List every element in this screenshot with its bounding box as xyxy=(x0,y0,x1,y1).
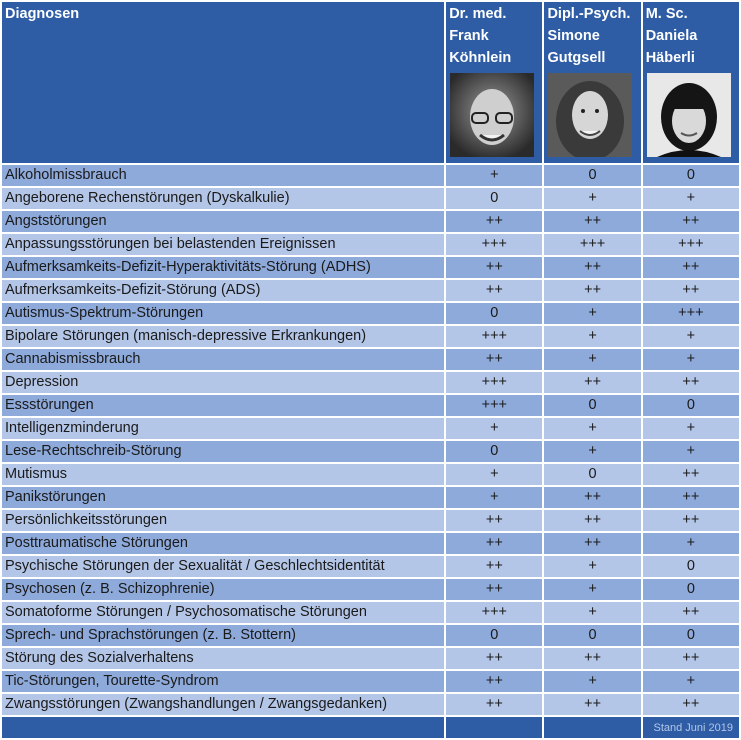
rating-cell: ++ xyxy=(544,694,640,715)
diagnosis-name: Psychosen (z. B. Schizophrenie) xyxy=(2,579,444,600)
table-row xyxy=(2,625,739,646)
table-row xyxy=(2,326,739,347)
doctor-title: Dipl.-Psych. xyxy=(547,6,631,22)
diagnosis-name: Angststörungen xyxy=(2,211,444,232)
footer-cell xyxy=(544,717,640,738)
header-row xyxy=(2,2,739,163)
doctor-lastname: Häberli xyxy=(645,50,695,66)
doctor-photo-koehnlein xyxy=(450,73,534,157)
rating-cell: 0 xyxy=(544,165,640,186)
header-doctor-gutgsell xyxy=(544,2,640,163)
diagnosis-name: Störung des Sozialverhaltens xyxy=(2,648,444,669)
rating-cell: +++ xyxy=(643,303,739,324)
doctor-firstname: Daniela xyxy=(645,28,698,44)
table-row xyxy=(2,372,739,393)
table-row xyxy=(2,487,739,508)
rating-cell: ++ xyxy=(643,257,739,278)
rating-cell: + xyxy=(446,487,542,508)
rating-cell: 0 xyxy=(446,441,542,462)
rating-cell: + xyxy=(544,418,640,439)
rating-cell: 0 xyxy=(446,303,542,324)
table-row xyxy=(2,349,739,370)
rating-cell: + xyxy=(643,533,739,554)
rating-cell: 0 xyxy=(446,625,542,646)
rating-cell: 0 xyxy=(643,579,739,600)
rating-cell: 0 xyxy=(643,625,739,646)
rating-cell: ++ xyxy=(544,487,640,508)
diagnosis-name: Mutismus xyxy=(2,464,444,485)
rating-cell: 0 xyxy=(544,625,640,646)
rating-cell: ++ xyxy=(446,280,542,301)
rating-cell: + xyxy=(643,441,739,462)
diagnosis-name: Aufmerksamkeits-Defizit-Hyperaktivitäts-Störung (ADHS) xyxy=(2,257,444,278)
table-row xyxy=(2,556,739,577)
footer-row xyxy=(2,717,739,738)
diagnosis-name: Aufmerksamkeits-Defizit-Störung (ADS) xyxy=(2,280,444,301)
rating-cell: ++ xyxy=(446,579,542,600)
rating-cell: + xyxy=(446,165,542,186)
rating-cell: + xyxy=(446,418,542,439)
rating-cell: ++ xyxy=(643,372,739,393)
diagnosis-name: Persönlichkeitsstörungen xyxy=(2,510,444,531)
doctor-title: Dr. med. xyxy=(449,6,507,22)
rating-cell: 0 xyxy=(544,395,640,416)
rating-cell: + xyxy=(643,326,739,347)
rating-cell: + xyxy=(446,464,542,485)
rating-cell: ++ xyxy=(643,487,739,508)
rating-cell: + xyxy=(544,556,640,577)
diagnosis-name: Angeborene Rechenstörungen (Dyskalkulie) xyxy=(2,188,444,209)
header-doctor-koehnlein xyxy=(446,2,542,163)
doctor-title: M. Sc. xyxy=(645,6,688,22)
doctor-lastname: Köhnlein xyxy=(449,50,512,66)
table-row xyxy=(2,395,739,416)
doctor-firstname: Simone xyxy=(547,28,600,44)
rating-cell: ++ xyxy=(643,602,739,623)
rating-cell: ++ xyxy=(544,280,640,301)
rating-cell: +++ xyxy=(446,234,542,255)
rating-cell: ++ xyxy=(544,257,640,278)
diagnosis-name: Lese-Rechtschreib-Störung xyxy=(2,441,444,462)
table-row xyxy=(2,510,739,531)
table-row xyxy=(2,441,739,462)
rating-cell: ++ xyxy=(544,372,640,393)
rating-cell: ++ xyxy=(446,694,542,715)
stand-date: Stand Juni 2019 xyxy=(643,717,739,738)
table-row xyxy=(2,464,739,485)
rating-cell: 0 xyxy=(643,165,739,186)
diagnosis-name: Somatoforme Störungen / Psychosomatische Störungen xyxy=(2,602,444,623)
rating-cell: + xyxy=(544,349,640,370)
rating-cell: + xyxy=(544,602,640,623)
rating-cell: ++ xyxy=(446,257,542,278)
diagnosis-name: Intelligenzminderung xyxy=(2,418,444,439)
rating-cell: ++ xyxy=(446,648,542,669)
rating-cell: ++ xyxy=(643,280,739,301)
rating-cell: ++ xyxy=(643,648,739,669)
rating-cell: +++ xyxy=(446,602,542,623)
diagnosis-name: Panikstörungen xyxy=(2,487,444,508)
rating-cell: ++ xyxy=(446,510,542,531)
doctor-photo-haeberli xyxy=(647,73,731,157)
rating-cell: ++ xyxy=(643,211,739,232)
rating-cell: ++ xyxy=(643,510,739,531)
rating-cell: ++ xyxy=(643,694,739,715)
rating-cell: +++ xyxy=(446,326,542,347)
diagnosis-name: Sprech- und Sprachstörungen (z. B. Stottern) xyxy=(2,625,444,646)
rating-cell: +++ xyxy=(544,234,640,255)
rating-cell: + xyxy=(544,441,640,462)
rating-cell: ++ xyxy=(544,648,640,669)
rating-cell: ++ xyxy=(544,510,640,531)
table-row xyxy=(2,211,739,232)
diagnosis-name: Essstörungen xyxy=(2,395,444,416)
rating-cell: + xyxy=(643,418,739,439)
table-row xyxy=(2,234,739,255)
table-row xyxy=(2,418,739,439)
footer-cell xyxy=(446,717,542,738)
diagnosis-name: Alkoholmissbrauch xyxy=(2,165,444,186)
rating-cell: ++ xyxy=(544,533,640,554)
diagnosis-name: Autismus-Spektrum-Störungen xyxy=(2,303,444,324)
rating-cell: ++ xyxy=(446,533,542,554)
header-doctor-haeberli xyxy=(643,2,739,163)
table-row xyxy=(2,694,739,715)
doctor-photo-gutgsell xyxy=(548,73,632,157)
diagnosis-name: Anpassungsstörungen bei belastenden Ereignissen xyxy=(2,234,444,255)
diagnosis-name: Cannabismissbrauch xyxy=(2,349,444,370)
rating-cell: + xyxy=(643,671,739,692)
rating-cell: ++ xyxy=(446,671,542,692)
rating-cell: + xyxy=(643,188,739,209)
rating-cell: + xyxy=(544,188,640,209)
diagnosis-name: Tic-Störungen, Tourette-Syndrom xyxy=(2,671,444,692)
diagnosis-name: Zwangsstörungen (Zwangshandlungen / Zwangsgedanken) xyxy=(2,694,444,715)
header-diagnosen: Diagnosen xyxy=(2,2,444,163)
table-row xyxy=(2,648,739,669)
table-row xyxy=(2,280,739,301)
rating-cell: ++ xyxy=(446,556,542,577)
footer-cell xyxy=(2,717,444,738)
rating-cell: + xyxy=(544,303,640,324)
rating-cell: ++ xyxy=(446,349,542,370)
doctor-firstname: Frank xyxy=(449,28,489,44)
diagnosis-name: Bipolare Störungen (manisch-depressive Erkrankungen) xyxy=(2,326,444,347)
rating-cell: +++ xyxy=(643,234,739,255)
table-row xyxy=(2,165,739,186)
rating-cell: + xyxy=(643,349,739,370)
table-row xyxy=(2,671,739,692)
diagnosis-name: Depression xyxy=(2,372,444,393)
rating-cell: 0 xyxy=(446,188,542,209)
rating-cell: + xyxy=(544,671,640,692)
table-row xyxy=(2,602,739,623)
doctor-lastname: Gutgsell xyxy=(547,50,606,66)
rating-cell: + xyxy=(544,579,640,600)
rating-cell: 0 xyxy=(643,395,739,416)
rating-cell: ++ xyxy=(446,211,542,232)
diagnosis-name: Posttraumatische Störungen xyxy=(2,533,444,554)
table-row xyxy=(2,533,739,554)
rating-cell: ++ xyxy=(544,211,640,232)
rating-cell: 0 xyxy=(643,556,739,577)
table-row xyxy=(2,579,739,600)
rating-cell: 0 xyxy=(544,464,640,485)
table-row xyxy=(2,303,739,324)
rating-cell: + xyxy=(544,326,640,347)
table-row xyxy=(2,257,739,278)
table-row xyxy=(2,188,739,209)
rating-cell: ++ xyxy=(643,464,739,485)
diagnosis-name: Psychische Störungen der Sexualität / Geschlechtsidentität xyxy=(2,556,444,577)
rating-cell: +++ xyxy=(446,372,542,393)
rating-cell: +++ xyxy=(446,395,542,416)
